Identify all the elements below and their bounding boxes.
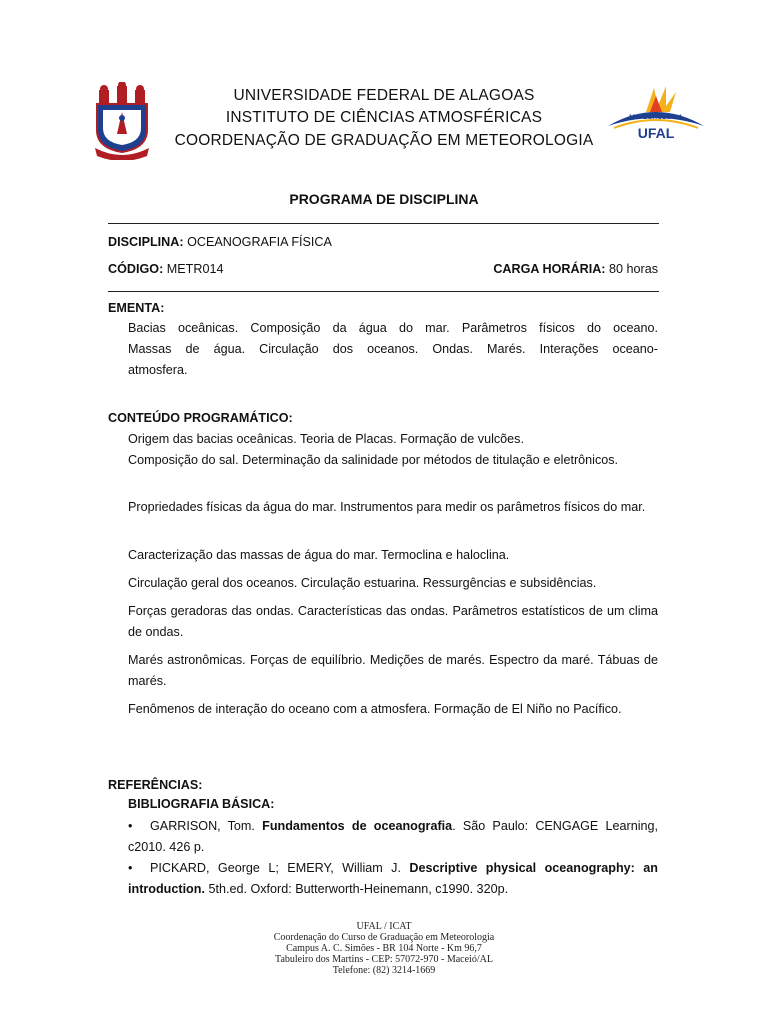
- ref-details: 5th.ed. Oxford: Butterworth-Heinemann, c1990. 320p.: [208, 881, 509, 896]
- code-value: METR014: [166, 262, 224, 276]
- ref-title: Fundamentos de oceanografia: [262, 819, 453, 833]
- ref-title: Descriptive physical oceanography: an introduction.: [128, 861, 658, 896]
- workload-line: [493, 259, 658, 279]
- code-label: CÓDIGO:: [108, 262, 164, 276]
- conteudo-item: Forças geradoras das ondas. Características das ondas. Parâmetros estatísticos de um clima de ondas.: [128, 604, 658, 639]
- institute-name: INSTITUTO DE CIÊNCIAS ATMOSFÉRICAS: [225, 109, 543, 126]
- conteudo-item: Circulação geral dos oceanos. Circulação estuarina. Ressurgências e subsidências.: [128, 576, 597, 590]
- ementa-line-2: Massas de água. Circulação dos oceanos. Ondas. Marés. Interações oceano-: [128, 342, 658, 356]
- svg-text:METEOROLOGIA: METEOROLOGIA: [629, 114, 683, 121]
- ementa-line-3: atmosfera.: [128, 363, 188, 377]
- bibliografia-basica-heading: BIBLIOGRAFIA BÁSICA:: [128, 797, 275, 811]
- ref-author: PICKARD, George L; EMERY, William J.: [150, 861, 401, 875]
- footer-line-3: Campus A. C. Simões - BR 104 Norte - Km 96,7: [286, 943, 482, 954]
- university-name: UNIVERSIDADE FEDERAL DE ALAGOAS: [233, 87, 535, 104]
- workload-label: CARGA HORÁRIA:: [493, 262, 606, 276]
- conteudo-item: Origem das bacias oceânicas. Teoria de Placas. Formação de vulcões.: [128, 432, 524, 446]
- bullet-icon: •: [128, 861, 133, 875]
- ementa-heading: EMENTA:: [108, 301, 165, 315]
- divider-top: [108, 223, 659, 224]
- footer-line-5: Telefone: (82) 3214-1669: [332, 965, 436, 976]
- conteudo-item: Composição do sal. Determinação da salinidade por métodos de titulação e eletrônicos.: [128, 453, 619, 467]
- divider-bottom: [108, 291, 659, 292]
- ref-author: GARRISON, Tom.: [150, 819, 255, 833]
- discipline-line: [108, 232, 332, 252]
- conteudo-heading: CONTEÚDO PROGRAMÁTICO:: [108, 411, 293, 425]
- conteudo-item: Propriedades físicas da água do mar. Instrumentos para medir os parâmetros físicos do mar.: [128, 500, 646, 514]
- footer-line-1: UFAL / ICAT: [356, 921, 412, 932]
- page-title: PROGRAMA DE DISCIPLINA: [289, 191, 479, 207]
- conteudo-item: Caracterização das massas de água do mar. Termoclina e haloclina.: [128, 548, 510, 562]
- ref-details: . São Paulo: CENGAGE Learning, c2010. 426 p.: [128, 819, 658, 854]
- referencias-heading: REFERÊNCIAS:: [108, 778, 203, 792]
- reference-item: [128, 816, 658, 857]
- code-line: [108, 259, 223, 279]
- svg-text:UFAL: UFAL: [637, 125, 675, 140]
- footer-line-2: Coordenação do Curso de Graduação em Meteorologia: [273, 932, 495, 943]
- reference-item: [128, 858, 658, 899]
- footer-line-4: Tabuleiro dos Martins - CEP: 57072-970 - Maceió/AL: [275, 954, 493, 965]
- conteudo-item: Marés astronômicas. Forças de equilíbrio. Medições de marés. Espectro da maré. Tábuas de marés.: [128, 653, 658, 688]
- bullet-icon: •: [128, 819, 133, 833]
- ementa-line-1: Bacias oceânicas. Composição da água do mar. Parâmetros físicos do oceano.: [128, 321, 658, 335]
- discipline-value: OCEANOGRAFIA FÍSICA: [187, 235, 332, 249]
- coordination-name: COORDENAÇÃO DE GRADUAÇÃO EM METEOROLOGIA: [174, 132, 594, 149]
- conteudo-item: Fenômenos de interação do oceano com a atmosfera. Formação de El Niño no Pacífico.: [128, 702, 622, 716]
- workload-value: 80 horas: [608, 262, 658, 276]
- discipline-label: DISCIPLINA:: [108, 235, 184, 249]
